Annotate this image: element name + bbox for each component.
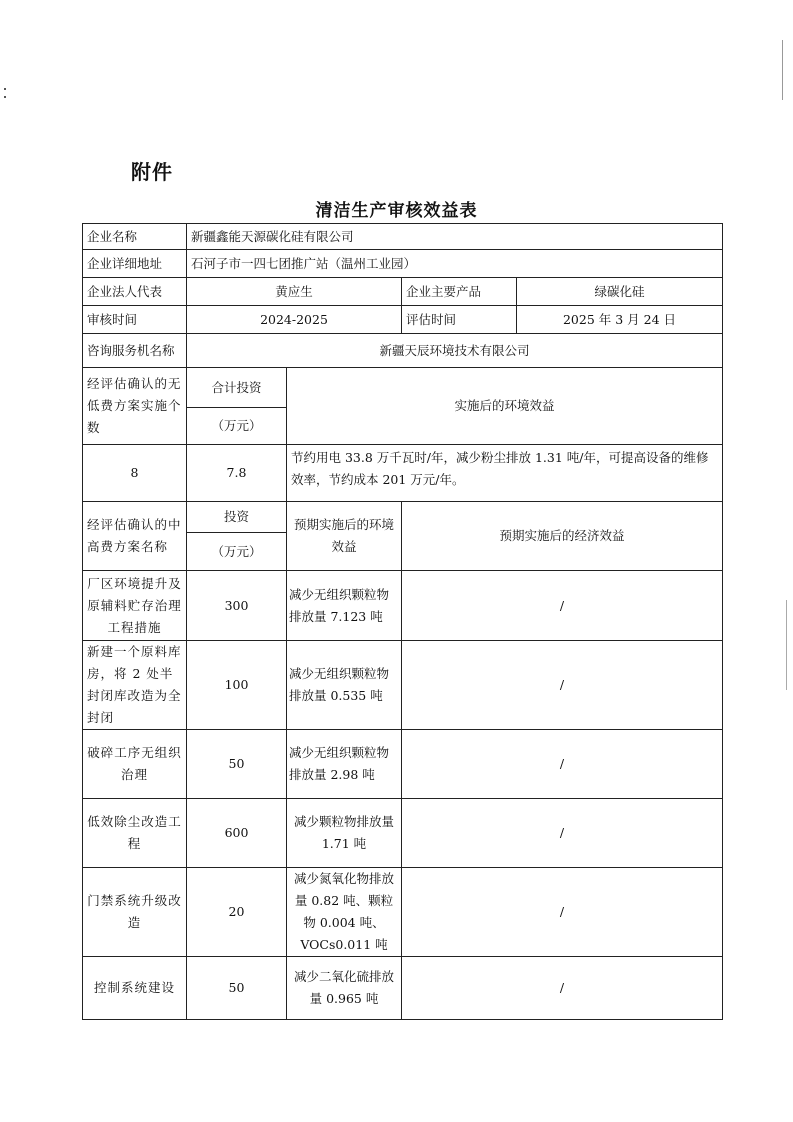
document-title: 清洁生产审核效益表 (315, 201, 478, 221)
project-name: 破碎工序无组织治理 (83, 730, 187, 799)
project-env-benefit: 减少无组织颗粒物排放量 7.123 吨 (287, 571, 402, 641)
project-invest: 100 (187, 641, 287, 730)
consultant: 新疆天辰环境技术有限公司 (187, 334, 723, 368)
project-invest: 600 (187, 799, 287, 868)
high-cost-env-label: 预期实施后的环境效益 (287, 502, 402, 571)
table-row (83, 445, 723, 502)
table-row (83, 334, 723, 368)
company-address: 石河子市一四七团推广站（温州工业园） (187, 250, 723, 278)
table-row (83, 250, 723, 278)
project-name: 厂区环境提升及原辅料贮存治理工程措施 (83, 571, 187, 641)
project-econ-benefit: / (402, 799, 723, 868)
project-econ-benefit: / (402, 641, 723, 730)
project-invest: 300 (187, 571, 287, 641)
table-row (83, 868, 723, 957)
project-env-benefit: 减少无组织颗粒物排放量 2.98 吨 (287, 730, 402, 799)
benefit-table (82, 223, 723, 1020)
scan-mark (4, 88, 6, 90)
project-env-benefit: 减少颗粒物排放量 1.71 吨 (287, 799, 402, 868)
project-econ-benefit: / (402, 957, 723, 1020)
table-row (83, 799, 723, 868)
audit-time: 2024-2025 (187, 306, 402, 334)
company-name: 新疆鑫能天源碳化硅有限公司 (187, 224, 723, 250)
attachment-label: 附件 (131, 160, 173, 184)
project-env-benefit: 减少无组织颗粒物排放量 0.535 吨 (287, 641, 402, 730)
low-cost-effect: 节约用电 33.8 万千瓦时/年，减少粉尘排放 1.31 吨/年，可提高设备的维修效率，节约成本 201 万元/年。 (287, 445, 723, 502)
low-cost-invest-label: 合计投资 (187, 368, 287, 408)
company-name-label: 企业名称 (83, 224, 187, 250)
project-name: 低效除尘改造工程 (83, 799, 187, 868)
low-cost-header-label: 经评估确认的无低费方案实施个数 (83, 368, 187, 445)
project-env-benefit: 减少二氧化硫排放量 0.965 吨 (287, 957, 402, 1020)
low-cost-effect-label: 实施后的环境效益 (287, 368, 723, 445)
scan-mark (4, 96, 6, 98)
consultant-label: 咨询服务机名称 (83, 334, 187, 368)
table-row (83, 957, 723, 1020)
table-row (83, 571, 723, 641)
legal-rep: 黄应生 (187, 278, 402, 306)
audit-time-label: 审核时间 (83, 306, 187, 334)
high-cost-econ-label: 预期实施后的经济效益 (402, 502, 723, 571)
main-product-label: 企业主要产品 (402, 278, 517, 306)
project-econ-benefit: / (402, 730, 723, 799)
low-cost-invest-unit: （万元） (187, 408, 287, 445)
table-row (83, 641, 723, 730)
low-cost-invest: 7.8 (187, 445, 287, 502)
table-row (83, 306, 723, 334)
project-name: 新建一个原料库房，将 2 处半封闭库改造为全封闭 (83, 641, 187, 730)
high-cost-invest-unit: （万元） (187, 533, 287, 571)
scan-mark (782, 40, 783, 100)
low-cost-count: 8 (83, 445, 187, 502)
table-row (83, 278, 723, 306)
eval-time: 2025 年 3 月 24 日 (517, 306, 723, 334)
table-row (83, 224, 723, 250)
project-econ-benefit: / (402, 571, 723, 641)
project-econ-benefit: / (402, 868, 723, 957)
project-name: 控制系统建设 (83, 957, 187, 1020)
legal-rep-label: 企业法人代表 (83, 278, 187, 306)
company-address-label: 企业详细地址 (83, 250, 187, 278)
project-invest: 50 (187, 730, 287, 799)
table-row (83, 368, 723, 408)
high-cost-header-label: 经评估确认的中高费方案名称 (83, 502, 187, 571)
scan-mark (786, 600, 787, 690)
table-row (83, 502, 723, 533)
high-cost-invest-label: 投资 (187, 502, 287, 533)
main-product: 绿碳化硅 (517, 278, 723, 306)
project-invest: 20 (187, 868, 287, 957)
table-row (83, 730, 723, 799)
project-name: 门禁系统升级改造 (83, 868, 187, 957)
project-env-benefit: 减少氮氧化物排放量 0.82 吨、颗粒物 0.004 吨、VOCs0.011 吨 (287, 868, 402, 957)
eval-time-label: 评估时间 (402, 306, 517, 334)
project-invest: 50 (187, 957, 287, 1020)
